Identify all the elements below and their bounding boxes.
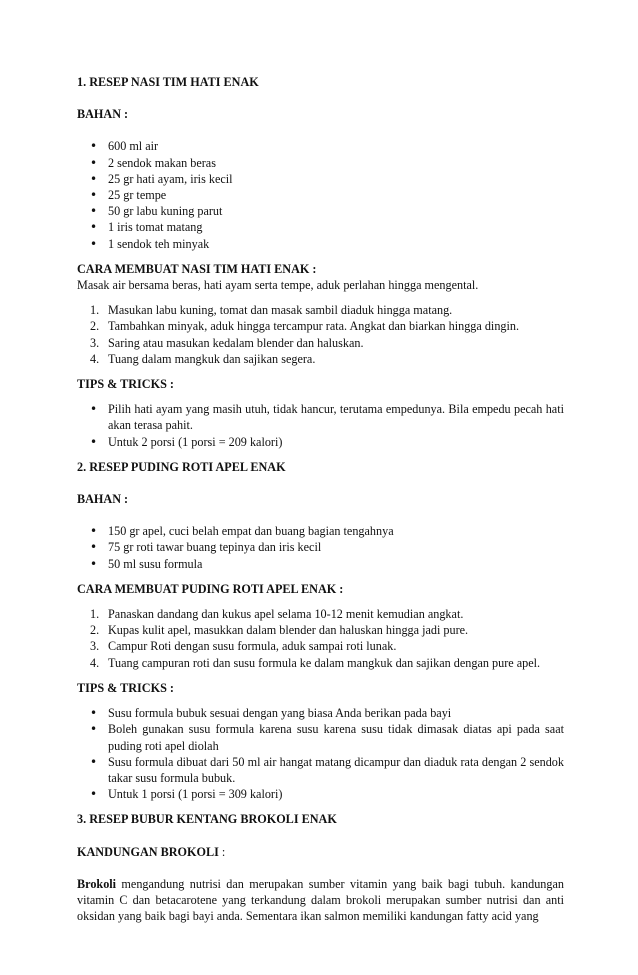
- list-item: [77, 655, 564, 671]
- step-number: 1.: [90, 303, 100, 318]
- list-item: [77, 622, 564, 638]
- list-item: [77, 606, 564, 622]
- section-1-title: 1. RESEP NASI TIM HATI ENAK: [77, 75, 259, 89]
- step-text: Campur Roti dengan susu formula, aduk sampai roti lunak.: [108, 639, 397, 654]
- list-item: • 75 gr roti tawar buang tepinya dan iris kecil: [77, 539, 564, 555]
- kandungan-colon: :: [218, 844, 226, 859]
- list-item: • Pilih hati ayam yang masih utuh, tidak hancur, terutama empedunya. Bila empedu pecah hati akan terasa pahit.: [77, 401, 564, 433]
- section-1-cara-intro: Masak air bersama beras, hati ayam serta tempe, aduk perlahan hingga mengental.: [77, 278, 479, 293]
- section-3-title: 3. RESEP BUBUR KENTANG BROKOLI ENAK: [77, 812, 337, 827]
- section-2-title: 2. RESEP PUDING ROTI APEL ENAK: [77, 459, 286, 474]
- section-1-cara-label: CARA MEMBUAT NASI TIM HATI ENAK :: [77, 261, 317, 276]
- step-number: 1.: [90, 607, 100, 622]
- list-item: • Susu formula bubuk sesuai dengan yang biasa Anda berikan pada bayi: [77, 705, 564, 721]
- section-3-kandungan-heading: [77, 844, 564, 860]
- section-2-bahan-label: BAHAN :: [77, 492, 129, 507]
- step-number: 2.: [90, 623, 100, 638]
- step-number: 2.: [90, 319, 100, 334]
- list-item: [77, 351, 564, 367]
- step-number: 3.: [90, 335, 100, 350]
- step-text: Masukan labu kuning, tomat dan masak sambil diaduk hingga matang.: [108, 303, 453, 318]
- step-text: Tuang campuran roti dan susu formula ke dalam mangkuk dan sajikan dengan pure apel.: [108, 655, 541, 670]
- list-item: [77, 638, 564, 654]
- section-1-bahan-list: [77, 138, 564, 251]
- list-item: • 600 ml air: [77, 138, 564, 154]
- section-1-tips-label: TIPS & TRICKS :: [77, 377, 174, 392]
- list-item: • 25 gr tempe: [77, 187, 564, 203]
- section-2-bahan-list: [77, 523, 564, 572]
- step-text: Kupas kulit apel, masukkan dalam blender dan haluskan hingga jadi pure.: [108, 623, 469, 638]
- section-2-tips-list: [77, 705, 564, 802]
- list-item: • 1 iris tomat matang: [77, 219, 564, 235]
- list-item: • 50 gr labu kuning parut: [77, 203, 564, 219]
- list-item: • Boleh gunakan susu formula karena susu karena susu tidak dimasak diatas api pada saat puding roti apel diolah: [77, 721, 564, 753]
- list-item: • Untuk 1 porsi (1 porsi = 309 kalori): [77, 786, 564, 802]
- step-text: Tuang dalam mangkuk dan sajikan segera.: [108, 351, 316, 366]
- list-item: • 25 gr hati ayam, iris kecil: [77, 171, 564, 187]
- list-item: [77, 302, 564, 318]
- list-item: • 2 sendok makan beras: [77, 155, 564, 171]
- section-3-paragraph: [77, 876, 564, 925]
- step-text: Saring atau masukan kedalam blender dan haluskan.: [108, 335, 364, 350]
- list-item: • 50 ml susu formula: [77, 556, 564, 572]
- section-2-steps: [77, 606, 564, 671]
- section-1-bahan-label: BAHAN :: [77, 107, 129, 122]
- list-item: • Susu formula dibuat dari 50 ml air hangat matang dicampur dan diaduk rata dengan 2 sendok takar susu formula bubuk.: [77, 754, 564, 786]
- step-number: 3.: [90, 639, 100, 654]
- step-number: 4.: [90, 655, 100, 670]
- kandungan-label: KANDUNGAN BROKOLI: [77, 844, 219, 859]
- list-item: [77, 318, 564, 334]
- section-1-tips-list: [77, 401, 564, 450]
- step-text: Panaskan dandang dan kukus apel selama 10-12 menit kemudian angkat.: [108, 607, 464, 622]
- list-item: • 150 gr apel, cuci belah empat dan buang bagian tengahnya: [77, 523, 564, 539]
- list-item: • Untuk 2 porsi (1 porsi = 209 kalori): [77, 434, 564, 450]
- section-2-cara-label: CARA MEMBUAT PUDING ROTI APEL ENAK :: [77, 581, 344, 596]
- section-2-tips-label: TIPS & TRICKS :: [77, 680, 174, 695]
- step-number: 4.: [90, 351, 100, 366]
- list-item: • 1 sendok teh minyak: [77, 236, 564, 252]
- step-text: Tambahkan minyak, aduk hingga tercampur rata. Angkat dan biarkan hingga dingin.: [108, 319, 520, 334]
- paragraph-text: mengandung nutrisi dan merupakan sumber vitamin yang baik bagi tubuh. kandungan vitamin C dan betacarotene yang terkandung dalam brokoli merupakan sumber nutrisi dan anti oksidan yang baik bagi bayi anda. Sementara ikan salmon memiliki kandungan fatty acid yang: [77, 876, 564, 924]
- list-item: [77, 335, 564, 351]
- section-1-steps: [77, 302, 564, 367]
- paragraph-lead: Brokoli: [77, 876, 117, 891]
